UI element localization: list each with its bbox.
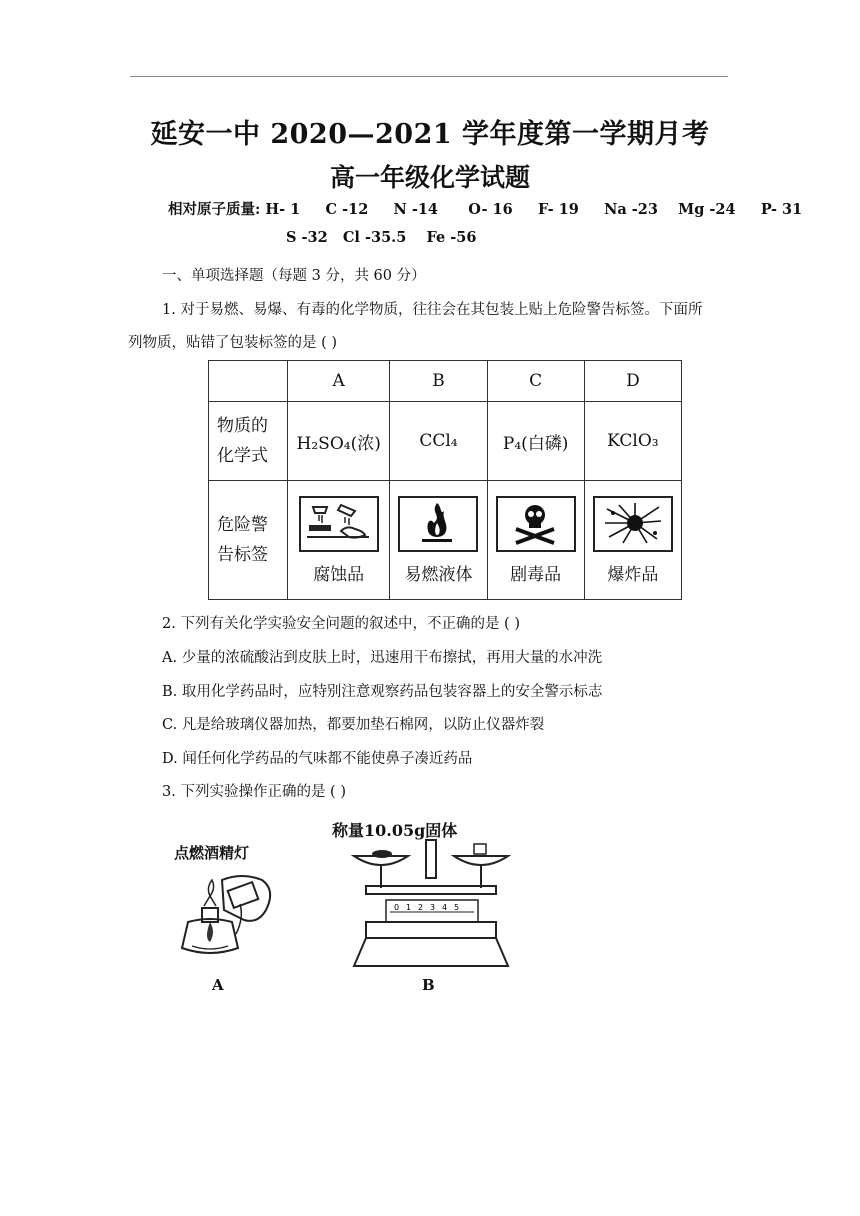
col-header-c: C (487, 361, 584, 402)
fig-b-caption: 称量10.05g固体 (332, 821, 458, 840)
explosion-icon (593, 496, 673, 552)
q2-option-c: C. 凡是给玻璃仪器加热，都要加垫石棉网，以防止仪器炸裂 (162, 717, 545, 733)
hazard-label-table (208, 360, 682, 600)
q3-stem: 3. 下列实验操作正确的是 ( ) (162, 784, 346, 800)
formula-a: H₂SO₄(浓) (288, 402, 390, 481)
q2-option-b: B. 取用化学药品时，应特别注意观察药品包装容器上的安全警示标志 (162, 684, 603, 700)
row-label-formula-a: 物质的 (217, 416, 268, 436)
formula-d: KClO₃ (584, 402, 681, 481)
sign-label-b: 易燃液体 (404, 564, 473, 585)
scale-tick-1: 1 (406, 903, 412, 912)
scale-tick-0: 0 (394, 903, 400, 912)
row-label-sign-b: 告标签 (217, 545, 268, 565)
q1-stem-line2: 列物质，贴错了包装标签的是 ( ) (128, 335, 338, 351)
exam-title: 延安一中 2020—2021 学年度第一学期月考 (150, 119, 710, 150)
sign-cell-d (584, 481, 681, 600)
q1-stem-line1: 1. 对于易燃、易爆、有毒的化学物质，往往会在其包装上贴上危险警告标签。下面所 (162, 302, 703, 318)
scale-tick-4: 4 (442, 903, 448, 912)
sign-label-a: 腐蚀品 (313, 564, 365, 585)
col-header-a: A (288, 361, 390, 402)
fig-b-label: B (422, 976, 435, 994)
col-header-b: B (390, 361, 487, 402)
exam-subtitle: 高一年级化学试题 (329, 163, 530, 192)
corrosive-icon (299, 496, 379, 552)
sign-cell-a (288, 481, 390, 600)
top-rule (130, 76, 728, 77)
q2-option-a: A. 少量的浓硫酸沾到皮肤上时，迅速用干布擦拭，再用大量的水冲洗 (162, 650, 603, 666)
row-label-sign-a: 危险警 (217, 515, 268, 535)
sign-cell-c (487, 481, 584, 600)
skull-crossbones-icon (496, 496, 576, 552)
fig-a-caption: 点燃酒精灯 (174, 844, 250, 862)
sign-label-d: 爆炸品 (607, 564, 659, 585)
atomic-masses-line1: 相对原子质量: H- 1 C -12 N -14 O- 16 F- 19 Na -23 Mg -24 P- 31 (168, 201, 803, 218)
table-corner-cell (209, 361, 288, 402)
atomic-masses-line2: S -32 Cl -35.5 Fe -56 (286, 229, 477, 246)
balance-scale-illustration (346, 838, 516, 974)
col-header-d: D (584, 361, 681, 402)
row-label-formula-b: 化学式 (217, 446, 268, 466)
scale-tick-3: 3 (430, 903, 436, 912)
section-heading: 一、单项选择题（每题 3 分，共 60 分） (162, 268, 426, 284)
sign-label-c: 剧毒品 (510, 564, 562, 585)
q2-stem: 2. 下列有关化学实验安全问题的叙述中，不正确的是 ( ) (162, 616, 520, 632)
sign-cell-b (390, 481, 487, 600)
row-label-sign (209, 481, 288, 600)
fig-a-label: A (212, 976, 224, 994)
scale-tick-2: 2 (418, 903, 424, 912)
formula-c: P₄(白磷) (487, 402, 584, 481)
scale-tick-5: 5 (454, 903, 460, 912)
alcohol-lamp-illustration (170, 860, 290, 964)
q2-option-d: D. 闻任何化学药品的气味都不能使鼻子凑近药品 (162, 751, 473, 767)
row-label-formula (209, 402, 288, 481)
formula-b: CCl₄ (390, 402, 487, 481)
flame-icon (398, 496, 478, 552)
